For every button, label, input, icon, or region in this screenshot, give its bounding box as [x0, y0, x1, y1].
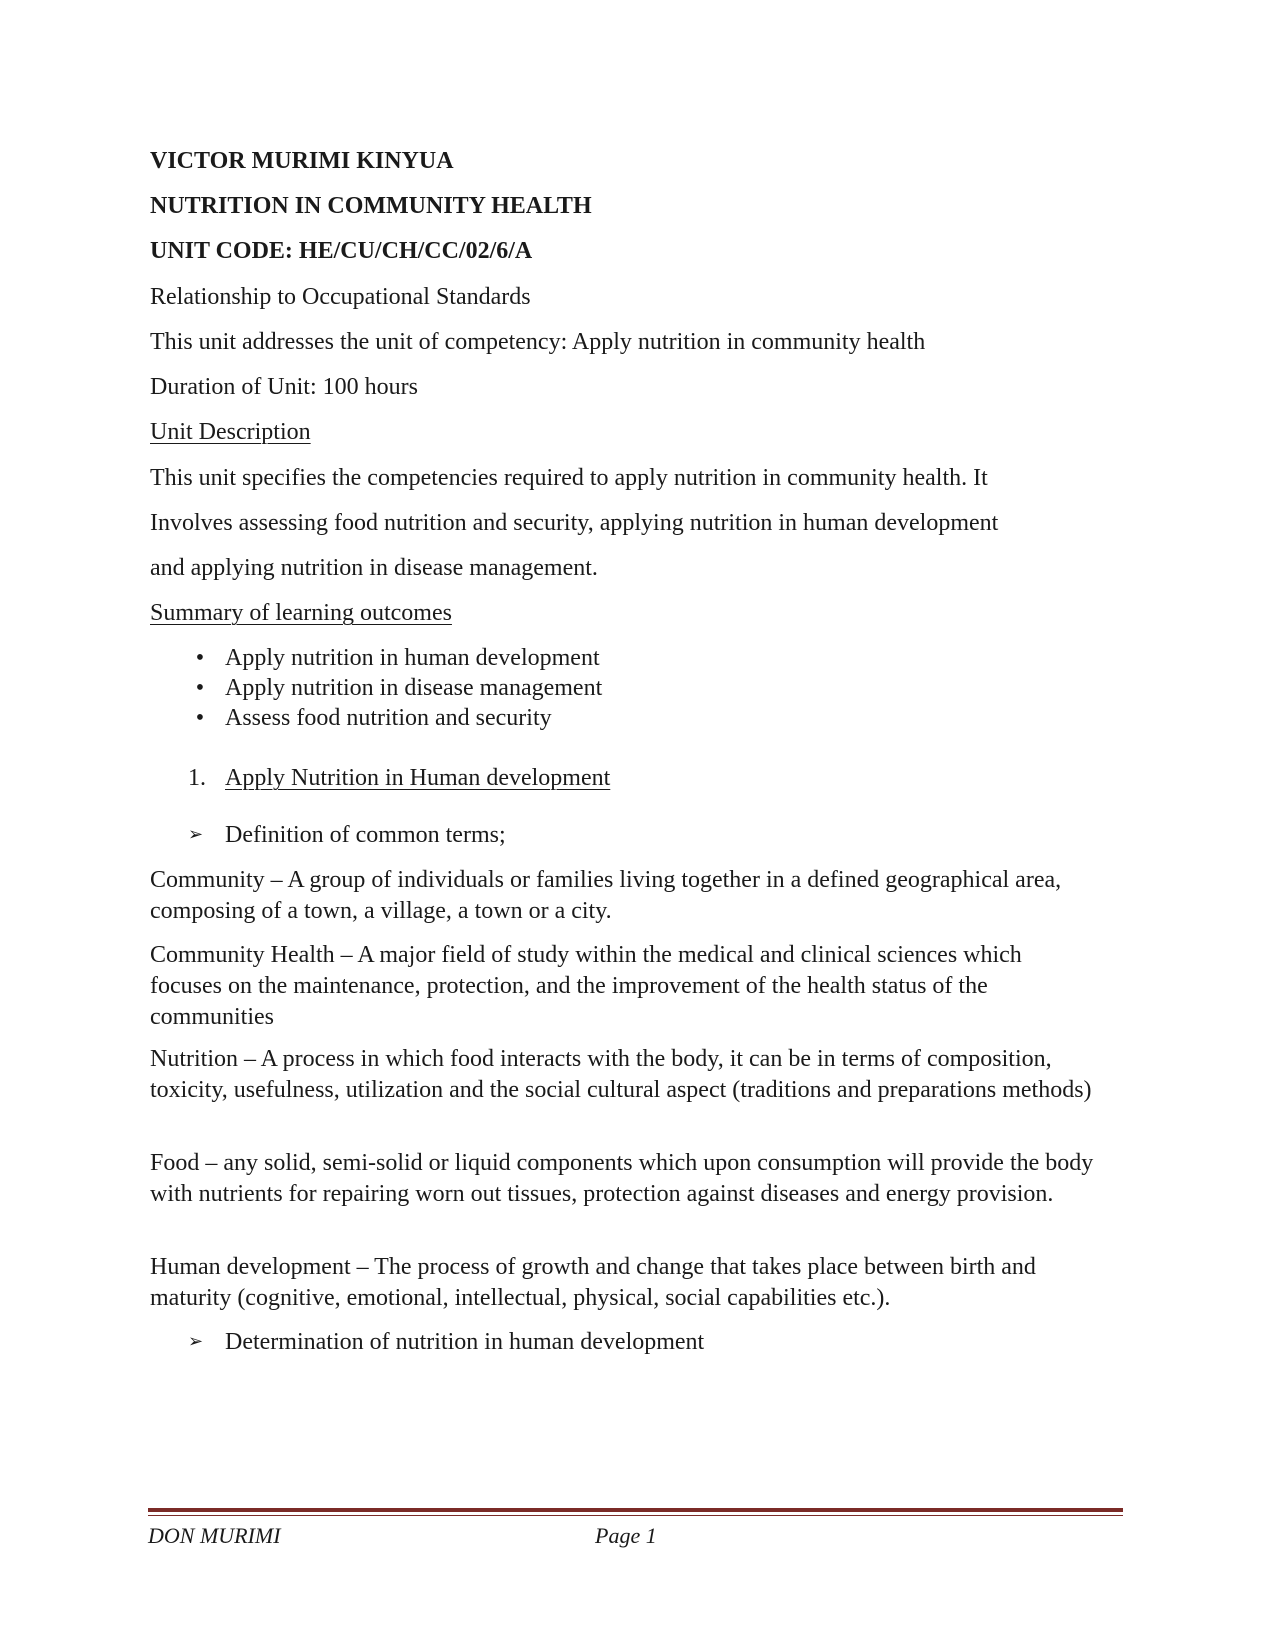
section-number: 1. [188, 765, 206, 791]
definition-nutrition: Nutrition – A process in which food interacts with the body, it can be in terms of composition, toxicity, usefulness, utilization and the social cultural aspect (traditions and preparations methods) [150, 1046, 1092, 1103]
unit-description-line: Involves assessing food nutrition and security, applying nutrition in human development [150, 510, 999, 536]
learning-outcomes-heading: Summary of learning outcomes [150, 600, 452, 626]
footer-rule [148, 1508, 1123, 1512]
definition-human-development: Human development – The process of growth and change that takes place between birth and maturity (cognitive, emotional, intellectual, physical, social capabilities etc.). [150, 1254, 1036, 1311]
unit-description-heading: Unit Description [150, 419, 311, 445]
unit-duration: Duration of Unit: 100 hours [150, 374, 418, 400]
unit-code: UNIT CODE: HE/CU/CH/CC/02/6/A [150, 238, 533, 264]
unit-description-line: This unit specifies the competencies required to apply nutrition in community health. It [150, 465, 988, 491]
bullet-icon: • [195, 675, 205, 701]
bullet-icon: • [195, 705, 205, 731]
definition-food: Food – any solid, semi-solid or liquid components which upon consumption will provide the body with nutrients for repairing worn out tissues, protection against diseases and energy provision. [150, 1150, 1094, 1207]
subheading-text: Definition of common terms; [225, 822, 506, 848]
footer-author: DON MURIMI [148, 1523, 281, 1548]
relationship-heading: Relationship to Occupational Standards [150, 284, 531, 310]
subheading-text: Determination of nutrition in human development [225, 1329, 705, 1355]
section-title: Apply Nutrition in Human development [225, 765, 611, 791]
outcome-text: Apply nutrition in human development [225, 645, 600, 671]
unit-description-line: and applying nutrition in disease management. [150, 555, 598, 581]
page-number: Page 1 [595, 1523, 657, 1548]
arrow-bullet-icon: ➢ [188, 824, 204, 845]
unit-competency-line: This unit addresses the unit of competency: Apply nutrition in community health [150, 329, 926, 355]
outcome-text: Apply nutrition in disease management [225, 675, 603, 701]
definition-community: Community – A group of individuals or families living together in a defined geographical area, composing of a town, a village, a town or a city. [150, 867, 1062, 924]
outcome-text: Assess food nutrition and security [225, 705, 552, 731]
course-title: NUTRITION IN COMMUNITY HEALTH [150, 193, 592, 219]
bullet-icon: • [195, 645, 205, 671]
footer-rule-thin [148, 1515, 1123, 1516]
arrow-bullet-icon: ➢ [188, 1331, 204, 1352]
author-name: VICTOR MURIMI KINYUA [150, 148, 454, 174]
definition-community-health: Community Health – A major field of study within the medical and clinical sciences which focuses on the maintenance, protection, and the improvement of the health status of the communities [150, 942, 1022, 1030]
